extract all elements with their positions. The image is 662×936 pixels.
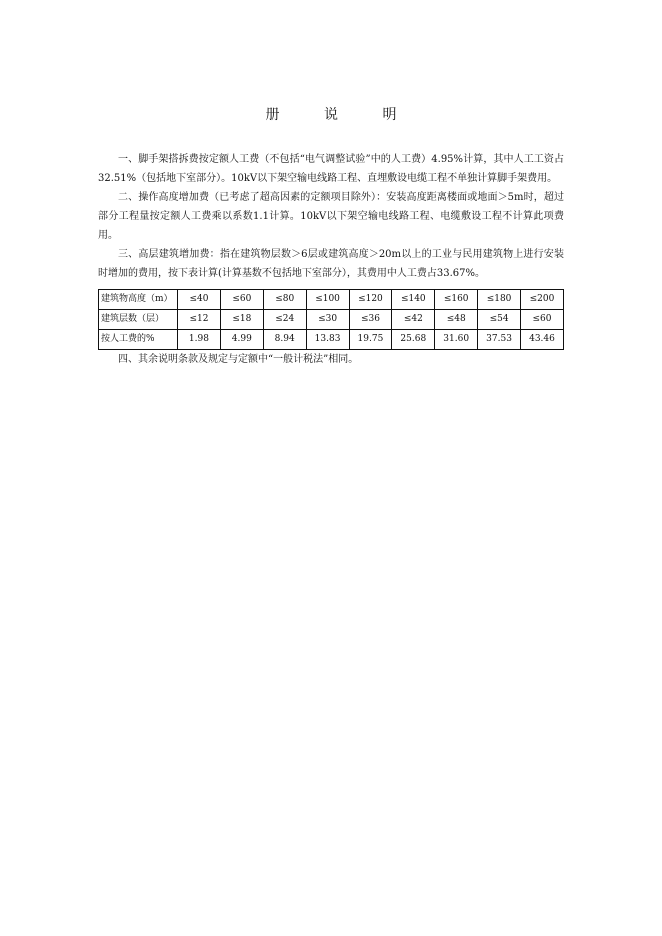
row-header-building-height: 建筑物高度（m） bbox=[99, 290, 178, 310]
table-cell: ≤54 bbox=[478, 310, 521, 330]
table-cell: ≤60 bbox=[220, 290, 263, 310]
table-cell: 8.94 bbox=[263, 330, 306, 350]
table-cell: ≤18 bbox=[220, 310, 263, 330]
table-cell: ≤42 bbox=[392, 310, 435, 330]
table-cell: ≤30 bbox=[306, 310, 349, 330]
table-cell: ≤60 bbox=[521, 310, 564, 330]
table-cell: 37.53 bbox=[478, 330, 521, 350]
table-cell: 4.99 bbox=[220, 330, 263, 350]
paragraph-high-rise-fee: 三、高层建筑增加费：指在建筑物层数＞6层或建筑高度＞20m以上的工业与民用建筑物上进行安装时增加的费用，按下表计算(计算基数不包括地下室部分），其费用中人工费占33.67%。 bbox=[98, 249, 564, 279]
paragraph-operating-height-fee: 二、操作高度增加费（已考虑了超高因素的定额项目除外）：安装高度距离楼面或地面＞5m时，超过部分工程量按定额人工费乘以系数1.1计算。10kV以下架空输电线路工程、电缆敷设工程不计算此项费用。 bbox=[98, 192, 564, 241]
table-cell: 1.98 bbox=[178, 330, 221, 350]
table-cell: ≤160 bbox=[435, 290, 478, 310]
table-cell: ≤140 bbox=[392, 290, 435, 310]
table-cell: ≤80 bbox=[263, 290, 306, 310]
table-cell: ≤200 bbox=[521, 290, 564, 310]
table-row bbox=[99, 330, 564, 350]
table-cell: ≤100 bbox=[306, 290, 349, 310]
table-cell: ≤36 bbox=[349, 310, 392, 330]
paragraph-scaffolding-fee: 一、脚手架搭拆费按定额人工费（不包括“电气调整试验”中的人工费）4.95%计算，其中人工工资占32.51%（包括地下室部分）。10kV以下架空输电线路工程、直埋敷设电缆工程不单独计算脚手架费用。 bbox=[98, 154, 564, 184]
table-row bbox=[99, 290, 564, 310]
page-title: 册 说 明 bbox=[265, 107, 417, 123]
row-header-labor-percent: 按人工费的% bbox=[99, 330, 178, 350]
table-cell: 43.46 bbox=[521, 330, 564, 350]
table-row bbox=[99, 310, 564, 330]
table-cell: ≤48 bbox=[435, 310, 478, 330]
table-cell: ≤180 bbox=[478, 290, 521, 310]
table-cell: ≤40 bbox=[178, 290, 221, 310]
row-header-floor-count: 建筑层数（层） bbox=[99, 310, 178, 330]
table-cell: 13.83 bbox=[306, 330, 349, 350]
table-cell: 25.68 bbox=[392, 330, 435, 350]
table-cell: ≤12 bbox=[178, 310, 221, 330]
paragraph-other-provisions: 四、其余说明条款及规定与定额中“一般计税法”相同。 bbox=[118, 354, 359, 365]
table-cell: ≤120 bbox=[349, 290, 392, 310]
table-cell: 31.60 bbox=[435, 330, 478, 350]
table-cell: 19.75 bbox=[349, 330, 392, 350]
document-body bbox=[98, 150, 564, 369]
high-rise-rate-table bbox=[98, 289, 564, 350]
table-cell: ≤24 bbox=[263, 310, 306, 330]
